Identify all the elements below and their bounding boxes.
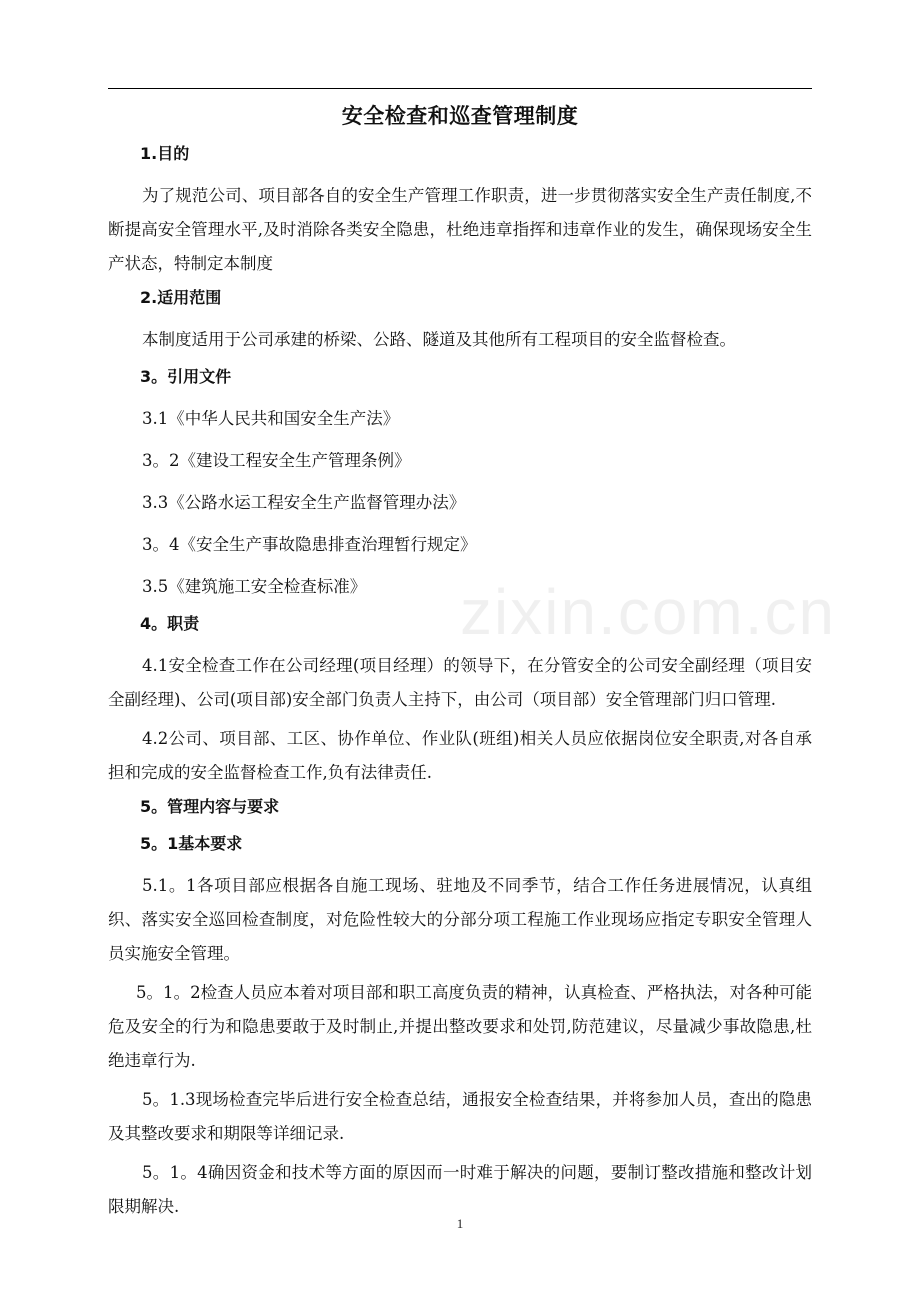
paragraph: 本制度适用于公司承建的桥梁、公路、隧道及其他所有工程项目的安全监督检查。: [142, 330, 736, 349]
header-rule: [108, 88, 812, 89]
section-heading: 1.目的: [140, 144, 190, 163]
paragraph: 4.1安全检查工作在公司经理(项目经理）的领导下，在分管安全的公司安全副经理（项目安全副经理)、公司(项目部)安全部门负责人主持下，由公司（项目部）安全管理部门归口管理.: [108, 656, 812, 709]
paragraph: 为了规范公司、项目部各自的安全生产管理工作职责，进一步贯彻落实安全生产责任制度,不断提高安全管理水平,及时消除各类安全隐患，杜绝违章指挥和违章作业的发生，确保现场安全生产状态，特制定本制度: [108, 186, 812, 273]
paragraph: 5。1。4确因资金和技术等方面的原因而一时难于解决的问题，要制订整改措施和整改计划限期解决.: [108, 1163, 812, 1216]
page-number: 1: [456, 1216, 464, 1231]
watermark: zixin.com.cn: [460, 576, 837, 648]
reference-item: 3.5《建筑施工安全检查标准》: [142, 577, 367, 596]
document-body: [108, 100, 812, 1229]
section-heading: 3。引用文件: [140, 367, 232, 386]
page-title: 安全检查和巡查管理制度: [341, 104, 579, 128]
paragraph: 4.2公司、项目部、工区、协作单位、作业队(班组)相关人员应依据岗位安全职责,对各自承担和完成的安全监督检查工作,负有法律责任.: [108, 729, 812, 782]
reference-item: 3.3《公路水运工程安全生产监督管理办法》: [142, 493, 466, 512]
paragraph: 5。1.3现场检查完毕后进行安全检查总结，通报安全检查结果，并将参加人员，查出的隐患及其整改要求和期限等详细记录.: [108, 1090, 812, 1143]
reference-item: 3。2《建设工程安全生产管理条例》: [142, 451, 411, 470]
reference-item: 3。4《安全生产事故隐患排查治理暂行规定》: [142, 535, 477, 554]
paragraph: 5。1。2检查人员应本着对项目部和职工高度负责的精神，认真检查、严格执法，对各种可能危及安全的行为和隐患要敢于及时制止,并提出整改要求和处罚,防范建议，尽量减少事故隐患,杜绝违章行为.: [108, 983, 812, 1070]
section-heading: 2.适用范围: [140, 288, 222, 307]
paragraph: 5.1。1各项目部应根据各自施工现场、驻地及不同季节，结合工作任务进展情况，认真组织、落实安全巡回检查制度，对危险性较大的分部分项工程施工作业现场应指定专职安全管理人员实施安全管理。: [108, 876, 812, 963]
subsection-heading: 5。1基本要求: [140, 834, 243, 853]
section-heading: 5。管理内容与要求: [140, 797, 280, 816]
section-heading: 4。职责: [140, 614, 200, 633]
reference-item: 3.1《中华人民共和国安全生产法》: [142, 409, 400, 428]
